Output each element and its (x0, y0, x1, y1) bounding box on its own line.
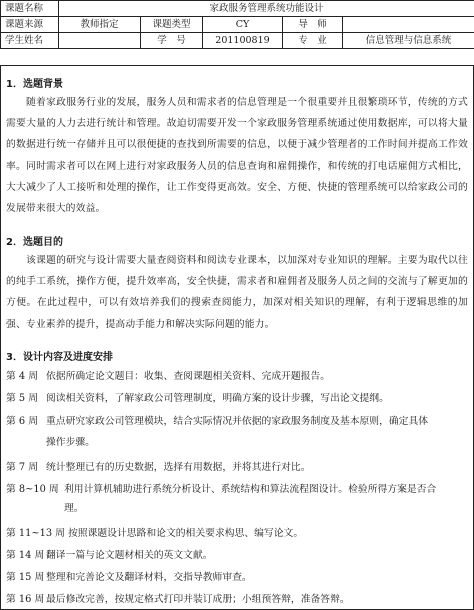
schedule-text: 阅读相关资料，了解家政公司管理制度，明确方案的设计步骤，写出论文提纲。 (46, 393, 389, 404)
student-name-label: 学生姓名 (1, 33, 59, 49)
schedule-week: 第 7 周 (6, 462, 39, 473)
student-row (1, 33, 474, 49)
schedule-item (6, 411, 468, 432)
topic-name-value: 家政服务管理系统功能设计 (59, 1, 474, 17)
schedule-text: 利用计算机辅助进行系统分析设计、系统结构和算法流程图设计。检验所得方案是否合 (64, 484, 437, 495)
topic-source-value: 教师指定 (59, 17, 141, 33)
schedule-text-continued: 操作步骤。 (46, 437, 95, 448)
student-id-label: 学 号 (141, 33, 203, 49)
schedule-week: 第 4 周 (6, 371, 39, 382)
schedule-week: 第 16 周 (6, 594, 45, 605)
advisor-value (343, 17, 474, 33)
topic-type-value: CY (203, 17, 283, 33)
student-name-value (59, 33, 141, 49)
schedule-item (6, 523, 468, 544)
advisor-label: 导 师 (283, 17, 343, 33)
schedule-text: 重点研究家政公司管理模块，结合实际情况并依据的家政服务制度及基本原则，确定具体 (46, 416, 429, 427)
schedule-item (6, 388, 468, 409)
section-2-title: 2．选题目的 (6, 237, 63, 248)
topic-type-label: 课题类型 (141, 17, 203, 33)
schedule-week: 第 6 周 (6, 416, 39, 427)
schedule-week: 第 15 周 (6, 572, 45, 583)
schedule-week: 第 14 周 (6, 550, 45, 561)
schedule-week: 第 8~10 周 (6, 484, 59, 495)
title-row (1, 1, 474, 17)
schedule-text: 统计整理已有的历史数据，选择有用数据，并将其进行对比。 (46, 462, 311, 473)
schedule-week: 第 5 周 (6, 393, 39, 404)
schedule-text: 翻译一篇与论文题材相关的英文文献。 (46, 550, 213, 561)
info-table (0, 0, 474, 49)
topic-name-label: 课题名称 (1, 1, 59, 17)
section-3-title: 3．设计内容及进度安排 (6, 352, 113, 363)
schedule-item (6, 457, 468, 478)
section-2-text: 该课题的研究与设计需要大量查阅资料和阅读专业课本，以加深对专业知识的理解。主要为取代以往的纯手工系统，操作方便，提升效率高，安全快捷，需求者和雇佣者及服务人员之间的交流与了解更加的方便。在此过程中，可以有效培养我们的搜索查阅能力，加深对相关知识的理解，有利于逻辑思维的加强、专业素养的提升，提高动手能力和解决实际问题的能力。 (6, 255, 468, 330)
schedule-item (6, 589, 468, 610)
section-1-text: 随着家政服务行业的发展，服务人员和需求者的信息管理是一个很重要并且很繁琐环节，传统的方式需要大量的人力去进行统计和管理。故迫切需要开发一个家政服务管理系统通过使用数据库，可以将大量的数据进行统一存储并且可以很便捷的查找到所需要的信息，以便于减少管理者的工作时间并提高工作效率。同时需求者可以在网上进行对家政服务人员的信息查询和雇佣操作，和传统的打电话雇佣方式相比，大大减少了人工接听和处理的操作，让工作变得更高效。安全、方便、快捷的管理系统可以给家政公司的发展带来很大的效益。 (6, 97, 468, 215)
schedule-text: 按照课题设计思路和论文的相关要求构思、编写论文。 (68, 528, 304, 539)
source-row (1, 17, 474, 33)
schedule-item (6, 479, 468, 500)
schedule-item (6, 567, 468, 588)
major-value: 信息管理与信息系统 (343, 33, 474, 49)
schedule-text: 整理和完善论文及翻译材料，交指导教师审查。 (46, 572, 252, 583)
schedule-text: 依据所确定论文题目：收集、查阅课题相关资料、完成开题报告。 (46, 371, 331, 382)
schedule-item (6, 366, 468, 387)
topic-source-label: 课题来源 (1, 17, 59, 33)
section-1-title: 1．选题背景 (6, 79, 63, 90)
schedule-text-continued: 理。 (64, 503, 84, 514)
student-id-value: 201100819 (203, 33, 283, 49)
schedule-week: 第 11~13 周 (6, 528, 65, 539)
schedule-item (6, 545, 468, 566)
major-label: 专 业 (283, 33, 343, 49)
schedule-text: 最后修改完善，按规定格式打印并装订成册；小组预答辩，准备答辩。 (46, 594, 350, 605)
